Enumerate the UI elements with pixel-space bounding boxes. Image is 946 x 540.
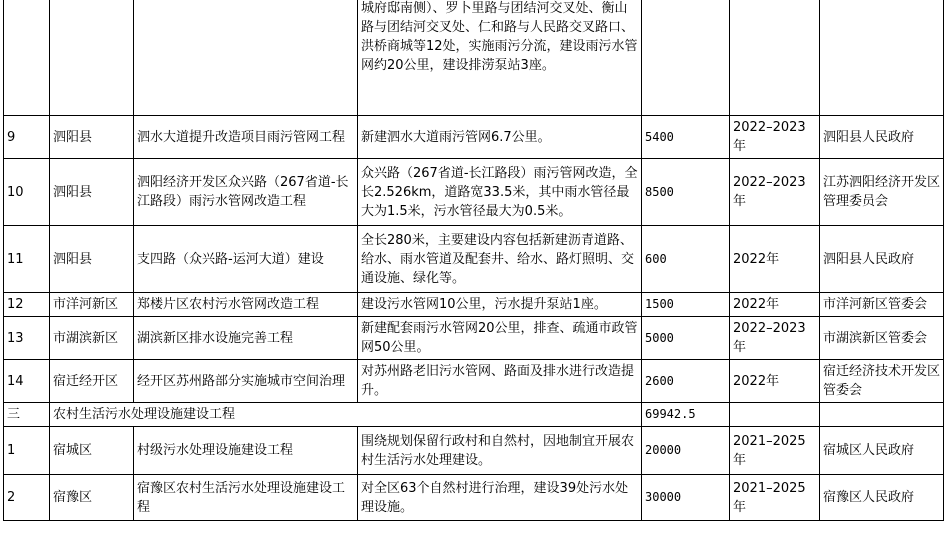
cell-owner: 江苏泗阳经济开发区管理委员会	[820, 159, 944, 226]
cell-owner	[820, 0, 944, 116]
cell-region: 宿城区	[50, 427, 134, 475]
cell-owner: 泗阳县人民政府	[820, 116, 944, 159]
cell-no: 13	[4, 317, 50, 360]
cell-period: 2022年	[730, 226, 820, 293]
cell-content: 新建配套雨污水管网20公里，排查、疏通市政管网50公里。	[358, 317, 642, 360]
table-row	[4, 159, 944, 226]
cell-region: 市洋河新区	[50, 293, 134, 317]
cell-content: 众兴路（267省道-长江路段）雨污管网改造，全长2.526km，道路宽33.5米，其中雨水管径最大为1.5米，污水管径最大为0.5米。	[358, 159, 642, 226]
cell-project: 郑楼片区农村污水管网改造工程	[134, 293, 358, 317]
cell-period	[730, 0, 820, 116]
table-row	[4, 360, 944, 403]
cell-period: 2021–2025年	[730, 427, 820, 475]
cell-no: 12	[4, 293, 50, 317]
cell-no: 11	[4, 226, 50, 293]
cell-content: 新建泗水大道雨污管网6.7公里。	[358, 116, 642, 159]
cell-invest: 8500	[642, 159, 730, 226]
cell-project: 宿豫区农村生活污水处理设施建设工程	[134, 475, 358, 521]
cell-region: 宿豫区	[50, 475, 134, 521]
table-row	[4, 317, 944, 360]
cell-invest: 2600	[642, 360, 730, 403]
section-row	[4, 403, 944, 427]
cell-content: 围绕规划保留行政村和自然村，因地制宜开展农村生活污水处理建设。	[358, 427, 642, 475]
cell-no	[4, 0, 50, 116]
cell-invest	[642, 0, 730, 116]
cell-period: 2022–2023年	[730, 116, 820, 159]
cell-no: 14	[4, 360, 50, 403]
cell-project: 支四路（众兴路-运河大道）建设	[134, 226, 358, 293]
cell-region: 市湖滨新区	[50, 317, 134, 360]
cell-content: 建设污水管网10公里，污水提升泵站1座。	[358, 293, 642, 317]
section-no: 三	[4, 403, 50, 427]
cell-project: 泗阳经济开发区众兴路（267省道-长江路段）雨污水管网改造工程	[134, 159, 358, 226]
cell-content: 对全区63个自然村进行治理，建设39处污水处理设施。	[358, 475, 642, 521]
cell-no: 2	[4, 475, 50, 521]
cell-owner: 宿豫区人民政府	[820, 475, 944, 521]
cell-owner: 宿迁经济技术开发区管委会	[820, 360, 944, 403]
cell-period: 2022年	[730, 293, 820, 317]
cell-project: 泗水大道提升改造项目雨污管网工程	[134, 116, 358, 159]
cell-region: 泗阳县	[50, 116, 134, 159]
cell-owner: 泗阳县人民政府	[820, 226, 944, 293]
cell-owner	[820, 403, 944, 427]
cell-owner: 市湖滨新区管委会	[820, 317, 944, 360]
table-row	[4, 116, 944, 159]
project-table	[3, 0, 944, 521]
cell-project: 经开区苏州路部分实施城市空间治理	[134, 360, 358, 403]
cell-region: 泗阳县	[50, 226, 134, 293]
section-invest: 69942.5	[642, 403, 730, 427]
cell-period	[730, 403, 820, 427]
cell-project	[134, 0, 358, 116]
table-row	[4, 0, 944, 116]
cell-no: 1	[4, 427, 50, 475]
cell-region: 宿迁经开区	[50, 360, 134, 403]
cell-owner: 宿城区人民政府	[820, 427, 944, 475]
cell-region	[50, 0, 134, 116]
cell-invest: 600	[642, 226, 730, 293]
cell-invest: 30000	[642, 475, 730, 521]
table-row	[4, 427, 944, 475]
cell-invest: 1500	[642, 293, 730, 317]
cell-owner: 市洋河新区管委会	[820, 293, 944, 317]
cell-content: 全长280米，主要建设内容包括新建沥青道路、给水、雨水管道及配套井、给水、路灯照明、交通设施、绿化等。	[358, 226, 642, 293]
cell-region: 泗阳县	[50, 159, 134, 226]
cell-no: 9	[4, 116, 50, 159]
cell-invest: 5400	[642, 116, 730, 159]
cell-invest: 20000	[642, 427, 730, 475]
cell-project: 村级污水处理设施建设工程	[134, 427, 358, 475]
cell-period: 2022年	[730, 360, 820, 403]
cell-period: 2021–2025年	[730, 475, 820, 521]
cell-project: 湖滨新区排水设施完善工程	[134, 317, 358, 360]
table-row	[4, 226, 944, 293]
section-title: 农村生活污水处理设施建设工程	[50, 403, 642, 427]
cell-content: 对苏州路老旧污水管网、路面及排水进行改造提升。	[358, 360, 642, 403]
cell-no: 10	[4, 159, 50, 226]
table-row	[4, 293, 944, 317]
table-row	[4, 475, 944, 521]
cell-invest: 5000	[642, 317, 730, 360]
cell-period: 2022–2023年	[730, 159, 820, 226]
cell-period: 2022–2023年	[730, 317, 820, 360]
cell-content: 城府邸南侧）、罗卜里路与团结河交叉处、衡山路与团结河交叉处、仁和路与人民路交叉路口、洪桥商城等12处，实施雨污分流，建设雨污水管网约20公里，建设排涝泵站3座。	[358, 0, 642, 116]
